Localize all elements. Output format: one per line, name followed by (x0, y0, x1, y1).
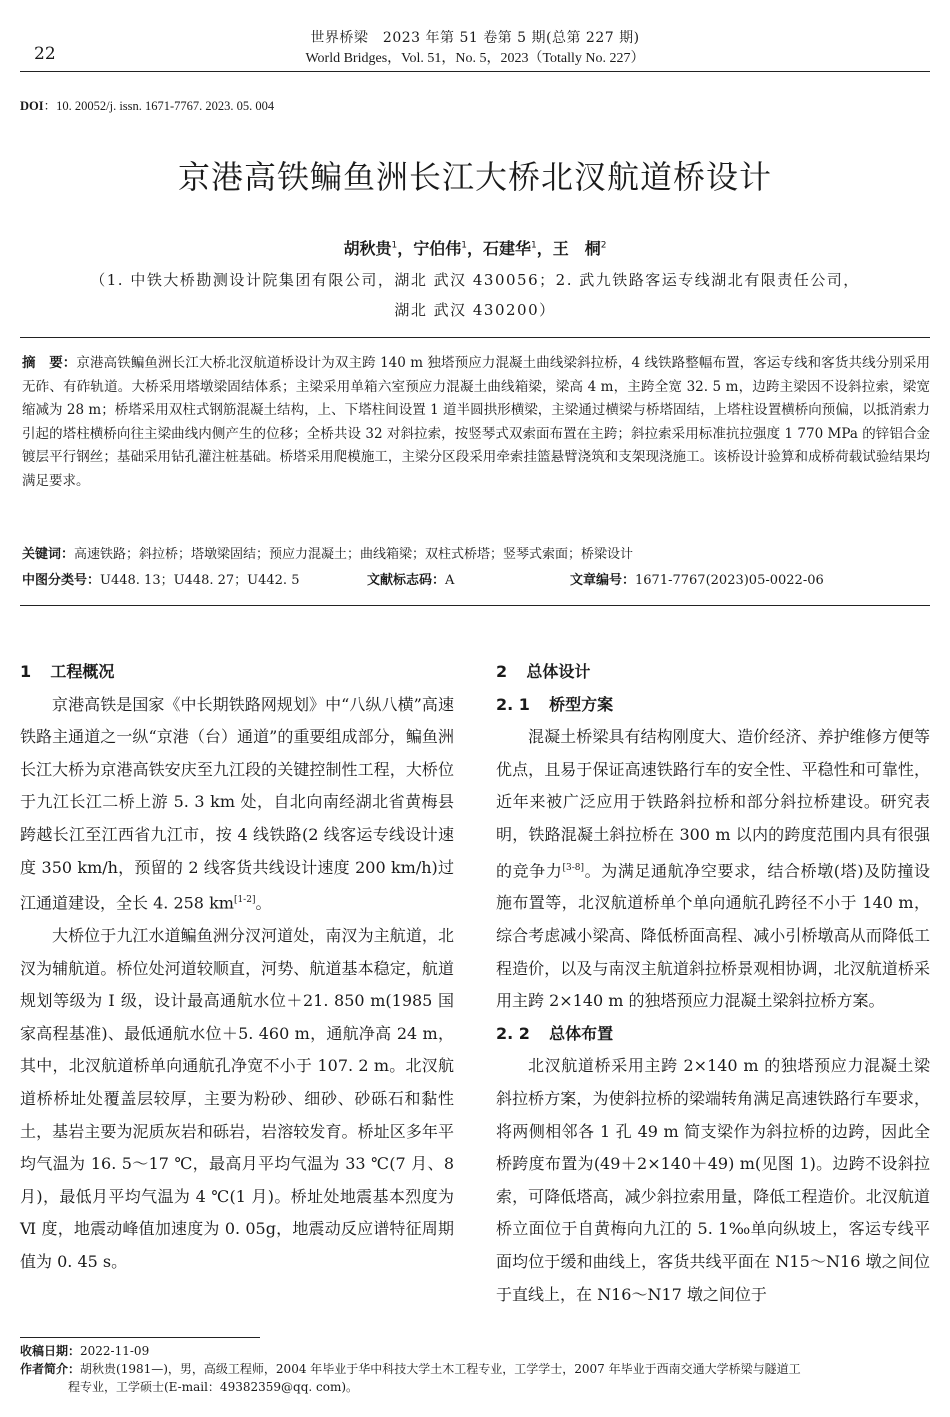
citation: [1-2] (233, 895, 256, 906)
subsection-number: 2. 2 (496, 1023, 530, 1043)
page-number: 22 (34, 44, 56, 64)
author-separator: ， (536, 239, 553, 258)
author-separator: ， (466, 239, 483, 258)
abstract-top-divider (20, 337, 930, 338)
abstract-text: 京港高铁鳊鱼洲长江大桥北汊航道桥设计为双主跨 140 m 独塔预应力混凝土曲线梁斜拉桥，4 线铁路整幅布置，客运专线和客货共线分别采用无砟、有砟轨道。大桥采用塔墩梁固结体系；主梁采用单箱六室预应力混凝土曲线箱梁，梁高 4 m，主跨全宽 32. 5 m，边跨主梁因不设斜拉索，梁宽缩减为 28 m；桥塔采用双柱式钢筋混凝土结构，上、下塔柱间设置 1 道半圆拱形横梁，主梁通过横梁与桥塔固结，上塔柱设置横桥向预偏，以抵消索力引起的塔柱横桥向往主梁曲线内侧产生的位移；全桥共设 32 对斜拉索，按竖琴式双索面布置在主跨；斜拉索采用标准抗拉强度 1 770 MPa 的锌铝合金镀层平行钢丝；基础采用钻孔灌注桩基础。桥塔采用爬模施工，主梁分区段采用牵索挂篮悬臂浇筑和支架现浇施工。该桥设计验算和成桥荷载试验结果均满足要求。 (22, 355, 931, 489)
article-title: 京港高铁鳊鱼洲长江大桥北汊航道桥设计 (177, 158, 772, 196)
subsection-title: 桥型方案 (549, 694, 614, 714)
clc-value: U448. 13；U448. 27；U442. 5 (100, 573, 300, 588)
author-bio (20, 1360, 930, 1378)
paragraph: 大桥位于九江水道鳊鱼洲分汊河道处，南汊为主航道，北汊为辅航道。桥位处河道较顺直，河势、航道基本稳定，航道规划等级为 Ⅰ 级，设计最高通航水位＋21. 850 m(1985 国家高程基准)、最低通航水位＋5. 460 m，通航净高 24 m，其中，北汊航道桥单向通航孔净宽不小于 107. 2 m。北汊航道桥桥址处覆盖层较厚，主要为粉砂、细砂、砂砾石和黏性土，基岩主要为泥质灰岩和砾岩，岩溶较发育。桥址区多年平均气温为 16. 5～17 ℃，最高月平均气温为 33 ℃(7 月、8 月)，最低月平均气温为 4 ℃(1 月)。桥址处地震基本烈度为 Ⅵ 度，地震动峰值加速度为 0. 05g，地震动反应谱特征周期值为 0. 45 s。 (20, 926, 454, 1272)
keywords (22, 545, 930, 565)
author-name: 宁伯伟 (413, 239, 462, 258)
section-number: 2 (496, 662, 508, 681)
header-divider (20, 71, 930, 72)
author-bio-text: 胡秋贵(1981—)，男，高级工程师，2004 年毕业于华中科技大学土木工程专业，工学学士，2007 年毕业于西南交通大学桥梁与隧道工 (80, 1362, 801, 1376)
affiliations (34, 265, 916, 325)
author-affiliation-mark: 1 (461, 240, 467, 251)
article-number-value: 1671-7767(2023)05-0022-06 (635, 573, 824, 588)
section-number: 1 (20, 662, 32, 681)
clc-code (22, 571, 299, 591)
paragraph-end: 。 (255, 893, 272, 913)
subsection-number: 2. 1 (496, 694, 530, 714)
subsection-heading (496, 689, 930, 722)
citation: [3-8] (562, 862, 584, 873)
keywords-label: 关键词： (22, 547, 75, 562)
author-bio-continued: 程专业，工学硕士(E-mail：49382359@qq. com)。 (68, 1380, 359, 1394)
author-name: 石建华 (483, 239, 532, 258)
article-number-label: 文章编号： (570, 573, 636, 588)
section-title: 工程概况 (50, 662, 115, 681)
doi-label: DOI (20, 99, 44, 113)
footnote-divider (20, 1337, 260, 1338)
subsection-title: 总体布置 (549, 1023, 614, 1043)
affiliation-line-1: （1. 中铁大桥勘测设计院集团有限公司，湖北 武汉 430056；2. 武九铁路客运专线湖北有限责任公司， (90, 271, 860, 289)
abstract-label: 摘 要： (22, 355, 77, 371)
paragraph (496, 721, 930, 1018)
journal-header-chinese: 世界桥梁 2023 年第 51 卷第 5 期(总第 227 期) (310, 30, 640, 46)
document-code-value: A (445, 573, 455, 588)
paragraph-text: 京港高铁是国家《中长期铁路网规划》中“八纵八横”高速铁路主通道之一纵“京港（台）通道”的重要组成部分，鳊鱼洲长江大桥为京港高铁安庆至九江段的关键控制性工程，大桥位于九江长江二桥上游 5. 3 km 处，自北向南经湖北省黄梅县跨越长江至江西省九江市，按 4 线铁路(2 线客运专线设计速度 350 km/h，预留的 2 线客货共线设计速度 200 km/h)过江通道建设，全长 4. 258 km (20, 694, 454, 913)
right-column (496, 656, 930, 1311)
abstract-bottom-divider (20, 605, 930, 606)
section-heading (496, 656, 930, 689)
keywords-text: 高速铁路；斜拉桥；塔墩梁固结；预应力混凝土；曲线箱梁；双柱式桥塔；竖琴式索面；桥梁设计 (74, 547, 634, 562)
author-separator: ， (397, 239, 414, 258)
affiliation-line-2: 湖北 武汉 430200） (394, 301, 556, 319)
received-value: 2022-11-09 (80, 1344, 150, 1358)
author-bio-label: 作者简介： (20, 1362, 81, 1376)
author-name: 王 桐 (552, 239, 601, 258)
footnote (20, 1342, 930, 1396)
clc-label: 中图分类号： (22, 573, 101, 588)
author-affiliation-mark: 1 (391, 240, 398, 251)
author-affiliation-mark: 2 (600, 240, 607, 251)
doi-line (20, 96, 274, 114)
received-label: 收稿日期： (20, 1344, 81, 1358)
received-date (20, 1342, 930, 1360)
abstract (22, 352, 930, 494)
article-number (570, 571, 824, 591)
author-name: 胡秋贵 (343, 239, 392, 258)
author-list (0, 236, 950, 259)
section-title: 总体设计 (526, 662, 591, 681)
document-code-label: 文献标志码： (367, 573, 446, 588)
paragraph-text: 混凝土桥梁具有结构刚度大、造价经济、养护维修方便等优点，且易于保证高速铁路行车的安全性、平稳性和可靠性，近年来被广泛应用于铁路斜拉桥和部分斜拉桥建设。研究表明，铁路混凝土斜拉桥在 300 m 以内的跨度范围内具有很强的竞争力 (496, 727, 930, 880)
paragraph-text: 。为满足通航净空要求，结合桥墩(塔)及防撞设施布置等，北汊航道桥单个单向通航孔跨径不小于 140 m，综合考虑减小梁高、降低桥面高程、减小引桥墩高从而降低工程造价，以及与南汊主航道斜拉桥景观相协调，北汊航道桥采用主跨 2×140 m 的独塔预应力混凝土梁斜拉桥方案。 (496, 860, 930, 1011)
paragraph: 北汊航道桥采用主跨 2×140 m 的独塔预应力混凝土梁斜拉桥方案，为使斜拉桥的梁端转角满足高速铁路行车要求，将两侧相邻各 1 孔 49 m 简支梁作为斜拉桥的边跨，因此全桥跨度布置为(49＋2×140＋49) m(见图 1)。边跨不设斜拉索，可降低塔高，减少斜拉索用量，降低工程造价。北汊航道桥立面位于自黄梅向九江的 5. 1‰单向纵坡上，客运专线平面均位于缓和曲线上，客货共线平面在 N15～N16 墩之间位于直线上，在 N16～N17 墩之间位于 (496, 1056, 930, 1304)
paragraph (20, 689, 454, 920)
document-code (367, 571, 454, 591)
author-affiliation-mark: 1 (531, 240, 537, 251)
section-heading (20, 656, 454, 689)
subsection-heading (496, 1018, 930, 1051)
doi-value: ：10. 20052/j. issn. 1671-7767. 2023. 05. 004 (43, 99, 275, 113)
journal-header-english: World Bridges，Vol. 51，No. 5，2023（Totally No. 227） (305, 51, 645, 66)
left-column (20, 656, 454, 1279)
